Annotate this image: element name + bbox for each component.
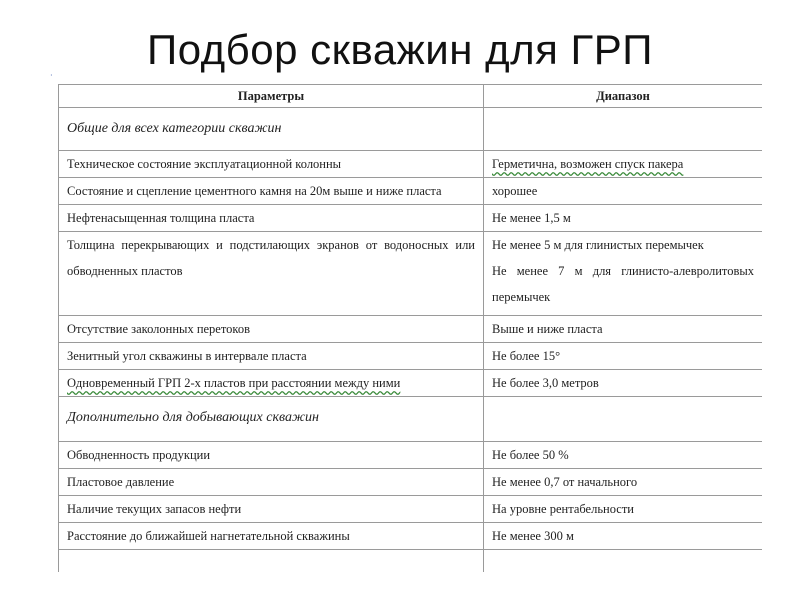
table-row [59, 343, 763, 370]
range-cell [484, 151, 763, 178]
margin-marker: · [50, 71, 53, 80]
range-cell: Не более 15° [484, 343, 763, 370]
param-cell: Состояние и сцепление цементного камня на 20м выше и ниже пласта [59, 178, 484, 205]
table-row [59, 151, 763, 178]
table-row [59, 178, 763, 205]
range-cell: На уровне рентабельности [484, 496, 763, 523]
param-cell: Расстояние до ближайшей нагнетательной скважины [59, 523, 484, 550]
table-row [59, 523, 763, 550]
section-empty-cell [484, 397, 763, 442]
table-row [59, 316, 763, 343]
param-cell: Отсутствие заколонных перетоков [59, 316, 484, 343]
table-row [59, 370, 763, 397]
range-cell [484, 232, 763, 316]
table-row [59, 496, 763, 523]
range-cell: Не более 50 % [484, 442, 763, 469]
range-cell: Не более 3,0 метров [484, 370, 763, 397]
range-cell: Не менее 0,7 от начального [484, 469, 763, 496]
range-cell: Не менее 1,5 м [484, 205, 763, 232]
header-parameters: Параметры [59, 85, 484, 108]
param-cell: Пластовое давление [59, 469, 484, 496]
section-row [59, 108, 763, 151]
range-text: Не менее 5 м для глинистых перемычек [492, 238, 704, 252]
param-cell: Толщина перекрывающих и подстилающих экранов от водоносных или обводненных пластов [59, 232, 484, 316]
range-text-secondary: Не менее 7 м для глинисто-алевролитовых перемычек [492, 264, 754, 304]
range-cell: Выше и ниже пласта [484, 316, 763, 343]
section-row [59, 397, 763, 442]
param-cell: Зенитный угол скважины в интервале пласта [59, 343, 484, 370]
slide-title: Подбор скважин для ГРП [147, 26, 653, 73]
section-empty-cell [484, 108, 763, 151]
range-cell: Не менее 300 м [484, 523, 763, 550]
table-row [59, 205, 763, 232]
param-cell: Наличие текущих запасов нефти [59, 496, 484, 523]
table-row [59, 232, 763, 316]
table-bottom-crop [58, 572, 762, 590]
range-cell: хорошее [484, 178, 763, 205]
table-header-row [59, 85, 763, 108]
param-cell: Обводненность продукции [59, 442, 484, 469]
section-heading-production: Дополнительно для добывающих скважин [59, 397, 484, 442]
header-range: Диапазон [484, 85, 763, 108]
param-cell [59, 370, 484, 397]
section-heading-general: Общие для всех категории скважин [59, 108, 484, 151]
param-text: Одновременный ГРП 2-х пластов при расстоянии между ними [67, 376, 401, 390]
parameters-table [58, 84, 762, 577]
param-cell: Нефтенасыщенная толщина пласта [59, 205, 484, 232]
table-row [59, 469, 763, 496]
parameters-table-container [58, 84, 762, 590]
param-cell: Техническое состояние эксплуатационной колонны [59, 151, 484, 178]
range-text: Герметична, возможен спуск пакера [492, 157, 684, 171]
table-row [59, 442, 763, 469]
